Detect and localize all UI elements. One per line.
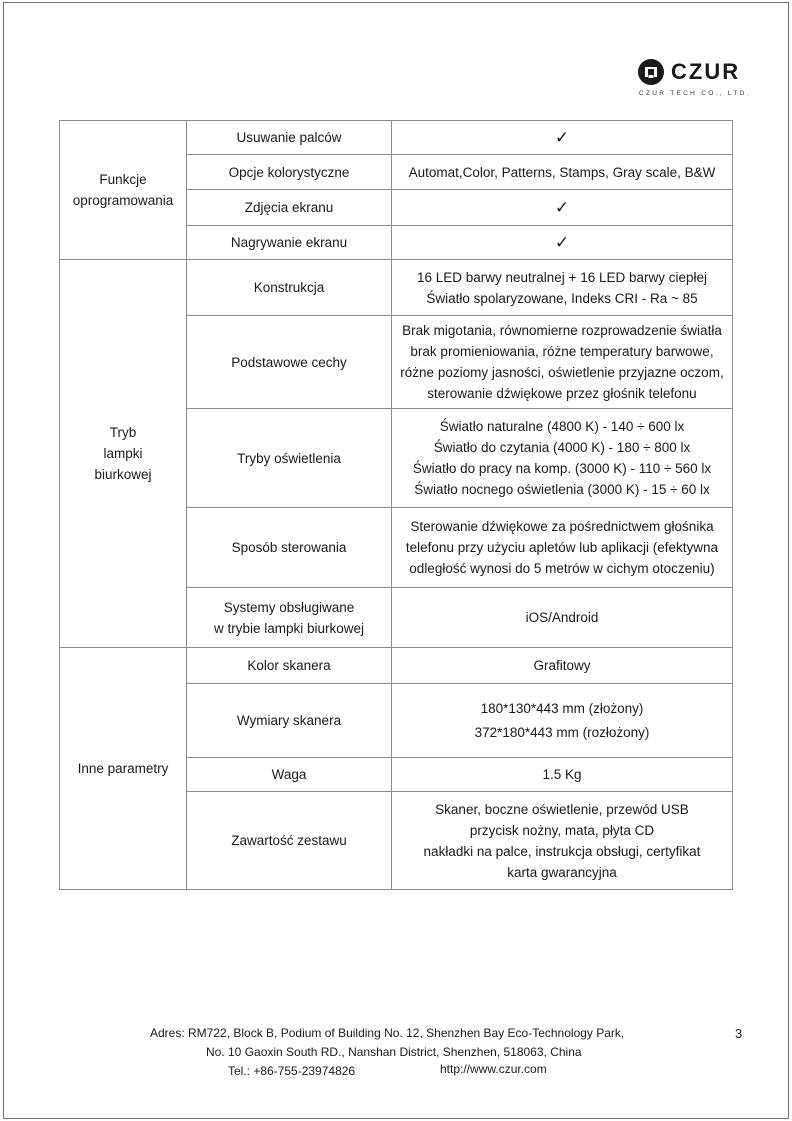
feature-label: Zawartość zestawu <box>231 833 347 848</box>
feature-cell <box>187 316 392 409</box>
value-text: Sterowanie dźwiękowe za pośrednictwem głośnika <box>410 519 714 534</box>
brand-logo <box>637 58 751 102</box>
value-text: różne poziomy jasności, oświetlenie przyjazne oczom, <box>400 365 724 380</box>
value-text: 16 LED barwy neutralnej + 16 LED barwy ciepłej <box>416 269 708 285</box>
feature-label: Usuwanie palców <box>236 130 342 145</box>
feature-cell <box>187 758 392 792</box>
value-text: Światło do pracy na komp. (3000 K) - 110 ÷ 560 lx <box>412 461 712 476</box>
value-cell <box>392 588 733 648</box>
value-text: Światło spolaryzowane, Indeks CRI - Ra ~ 85 <box>426 290 698 306</box>
category-cell <box>60 260 187 648</box>
category-cell <box>60 121 187 260</box>
feature-cell <box>187 409 392 508</box>
value-cell <box>392 508 733 588</box>
category-label: Inne parametry <box>77 761 169 776</box>
feature-cell <box>187 684 392 758</box>
category-label: oprogramowania <box>72 193 174 208</box>
feature-label: Wymiary skanera <box>236 713 342 728</box>
category-label: lampki <box>103 446 143 461</box>
value-text: Skaner, boczne oświetlenie, przewód USB <box>435 801 689 817</box>
footer-website: http://www.czur.com <box>440 1062 547 1076</box>
feature-cell <box>187 260 392 316</box>
feature-label: Kolor skanera <box>247 658 331 673</box>
feature-cell <box>187 121 392 155</box>
checkmark-icon: ✓ <box>554 198 570 217</box>
category-label: Tryb <box>109 425 137 440</box>
value-cell <box>392 226 733 260</box>
value-text: przycisk nożny, mata, płyta CD <box>469 822 655 838</box>
czur-logo-icon <box>637 58 665 86</box>
value-cell <box>392 792 733 890</box>
value-text: iOS/Android <box>525 610 599 625</box>
table-row <box>60 648 733 684</box>
feature-label: Tryby oświetlenia <box>237 450 341 466</box>
category-label: biurkowej <box>94 467 152 482</box>
footer-address-line1: Adres: RM722, Block B, Podium of Building No. 12, Shenzhen Bay Eco-Technology Park, <box>150 1026 625 1040</box>
feature-label: Waga <box>271 767 307 782</box>
feature-cell <box>187 508 392 588</box>
value-text: Światło naturalne (4800 K) - 140 ÷ 600 lx <box>439 419 685 434</box>
value-text: telefonu przy użyciu apletów lub aplikacji (efektywna <box>405 540 719 555</box>
table-row <box>60 260 733 316</box>
feature-label: Zdjęcia ekranu <box>244 200 334 215</box>
value-text: 1.5 Kg <box>542 767 582 782</box>
feature-label: Nagrywanie ekranu <box>230 235 348 250</box>
feature-label: w trybie lampki biurkowej <box>213 620 365 636</box>
value-cell <box>392 684 733 758</box>
footer-phone: Tel.: +86-755-23974826 <box>228 1064 356 1078</box>
value-cell <box>392 260 733 316</box>
value-cell <box>392 758 733 792</box>
value-text: Światło do czytania (4000 K) - 180 ÷ 800 lx <box>433 440 691 455</box>
value-text: odległość wynosi do 5 metrów w cichym otoczeniu) <box>409 561 715 576</box>
value-text: 180*130*443 mm (złożony) <box>480 700 644 716</box>
feature-cell <box>187 792 392 890</box>
value-cell <box>392 648 733 684</box>
spec-table <box>59 120 733 890</box>
feature-label: Sposób sterowania <box>231 540 347 555</box>
value-text: Automat,Color, Patterns, Stamps, Gray scale, B&W <box>408 164 716 180</box>
value-text: sterowanie dźwiękowe przez głośnik telefonu <box>427 386 697 401</box>
feature-label: Systemy obsługiwane <box>223 599 355 615</box>
brand-tagline: CZUR TECH CO., LTD. <box>639 90 751 97</box>
value-cell <box>392 316 733 409</box>
value-cell <box>392 190 733 226</box>
feature-cell <box>187 588 392 648</box>
category-label: Funkcje <box>99 172 147 187</box>
checkmark-icon: ✓ <box>554 128 570 147</box>
value-text: Brak migotania, równomierne rozprowadzenie światła <box>402 323 722 338</box>
checkmark-icon: ✓ <box>554 233 570 252</box>
value-text: brak promieniowania, różne temperatury barwowe, <box>410 344 714 359</box>
brand-name: CZUR <box>671 59 741 84</box>
feature-label: Konstrukcja <box>253 280 325 295</box>
category-cell <box>60 648 187 890</box>
value-text: Światło nocnego oświetlenia (3000 K) - 15 ÷ 60 lx <box>414 482 710 497</box>
table-row <box>60 121 733 155</box>
value-cell <box>392 121 733 155</box>
feature-cell <box>187 155 392 190</box>
value-cell <box>392 155 733 190</box>
feature-cell <box>187 190 392 226</box>
feature-label: Podstawowe cechy <box>231 354 347 370</box>
feature-cell <box>187 226 392 260</box>
value-text: nakładki na palce, instrukcja obsługi, certyfikat <box>423 843 701 859</box>
value-text: 372*180*443 mm (rozłożony) <box>474 724 650 740</box>
page-number: 3 <box>735 1026 743 1041</box>
feature-label: Opcje kolorystyczne <box>228 164 350 180</box>
footer-address-line2: No. 10 Gaoxin South RD., Nanshan District, Shenzhen, 518063, China <box>206 1045 582 1059</box>
feature-cell <box>187 648 392 684</box>
value-text: Grafitowy <box>533 658 591 673</box>
value-text: karta gwarancyjna <box>507 864 617 880</box>
value-cell <box>392 409 733 508</box>
